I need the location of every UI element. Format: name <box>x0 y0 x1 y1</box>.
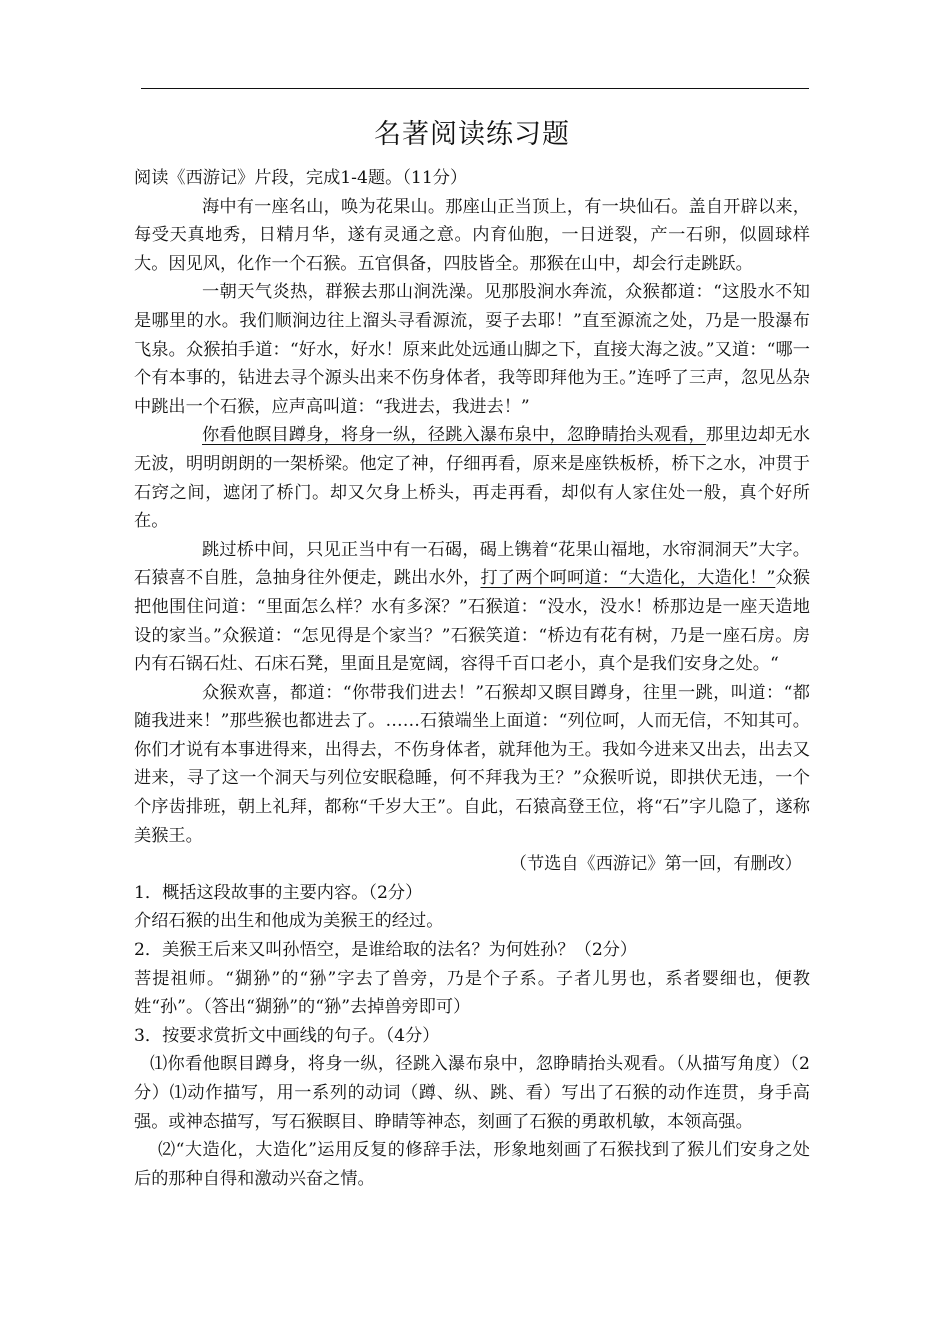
passage-paragraph-4-after: 众猴把他围住问道：“里面怎么样？水有多深？”石猴道：“没水，没水！桥那边是一座天造地设的家当。”众猴道：“怎见得是个家当？”石猴笑道：“桥边有花有树，乃是一座石房。房内有石锅石灶、石床石凳，里面且是宽阔，容得千百口老小，真个是我们安身之处。“ <box>134 568 810 675</box>
question-1: 1．概括这段故事的主要内容。（2分） <box>134 882 423 903</box>
header-rule <box>141 88 809 89</box>
answer-3-part-2: ⑵“大造化，大造化”运用反复的修辞手法，形象地刻画了石猴找到了猴儿们安身之处后的那种自得和激动兴奋之情。 <box>134 1140 810 1189</box>
passage-paragraph-3-rest: 那里边却无水无波，明明朗朗的一架桥梁。他定了神，仔细再看，原来是座铁板桥，桥下之水，冲贯于石窍之间，遮闭了桥门。却又欠身上桥头，再走再看，却似有人家住处一般，真个好所在。 <box>134 425 810 532</box>
passage-paragraph-4-before: 跳过桥中间，只见正当中有一石碣，碣上镌着“花果山福地，水帘洞洞天”大字。石猿喜不自胜，急抽身往外便走，跳出水外， <box>134 539 810 589</box>
intro-line: 阅读《西游记》片段，完成1-4题。（11分） <box>134 168 468 188</box>
question-3: 3．按要求赏折文中画线的句子。（4分） <box>134 1025 440 1046</box>
underlined-sentence-2: 打了两个呵呵道：“大造化，大造化！” <box>480 568 776 589</box>
passage-paragraph-4 <box>134 536 810 679</box>
answer-2: 菩提祖师。“猢狲”的“狲”字去了兽旁，乃是个子系。子者儿男也，系者婴细也，便教姓“孙”。（答出“猢狲”的“狲”去掉兽旁即可） <box>134 968 810 1018</box>
passage-paragraph-2: 一朝天气炎热，群猴去那山涧洗澡。见那股涧水奔流，众猴都道：“这股水不知是哪里的水。我们顺涧边往上溜头寻看源流，耍子去耶！”直至源流之处，乃是一股瀑布飞泉。众猴拍手道：“好水，好水！原来此处远通山脚之下，直接大海之波。”又道：“哪一个有本事的，钻进去寻个源头出来不伤身体者，我等即拜他为王。”连呼了三声，忽见丛杂中跳出一个石猴，应声高叫道：“我进去，我进去！” <box>134 282 810 417</box>
passage-paragraph-1: 海中有一座名山，唤为花果山。那座山正当顶上，有一块仙石。盖自开辟以来，每受天真地秀，日精月华，遂有灵通之意。内育仙胞，一日迸裂，产一石卵，似圆球样大。因见风，化作一个石猴。五官俱备，四肢皆全。那猴在山中，却会行走跳跃。 <box>134 196 810 274</box>
question-2: 2．美猴王后来又叫孙悟空，是谁给取的法名？为何姓孙？（2分） <box>134 940 638 961</box>
passage-paragraph-3 <box>134 421 810 535</box>
underlined-sentence-1: 你看他瞑目蹲身，将身一纵，径跳入瀑布泉中，忽睁睛抬头观看， <box>202 425 706 446</box>
passage-source: （节选自《西游记》第一回，有删改） <box>509 854 802 875</box>
answer-3-part-1: ⑴你看他瞑目蹲身，将身一纵，径跳入瀑布泉中，忽睁睛抬头观看。（从描写角度）（2分）⑴动作描写，用一系列的动词（蹲、纵、跳、看）写出了石猴的动作连贯，身手高强。或神态描写，写石猴瞑目、睁睛等神态，刻画了石猴的勇敢机敏，本领高强。 <box>134 1054 810 1132</box>
document-body <box>134 164 810 1193</box>
answer-1: 介绍石猴的出生和他成为美猴王的经过。 <box>134 911 444 932</box>
passage-paragraph-5: 众猴欢喜，都道：“你带我们进去！”石猴却又瞑目蹲身，往里一跳，叫道：“都随我进来！”那些猴也都进去了。……石猿端坐上面道：“列位呵，人而无信，不知其可。你们才说有本事进得来，出得去，不伤身体者，就拜他为王。我如今进来又出去，出去又进来，寻了这一个洞天与列位安眠稳睡，何不拜我为王？”众猴听说，即拱伏无违，一个个序齿排班，朝上礼拜，都称“千岁大王”。自此，石猿高登王位，将“石”字儿隐了，遂称美猴王。 <box>134 682 810 846</box>
page-title: 名著阅读练习题 <box>374 119 570 150</box>
